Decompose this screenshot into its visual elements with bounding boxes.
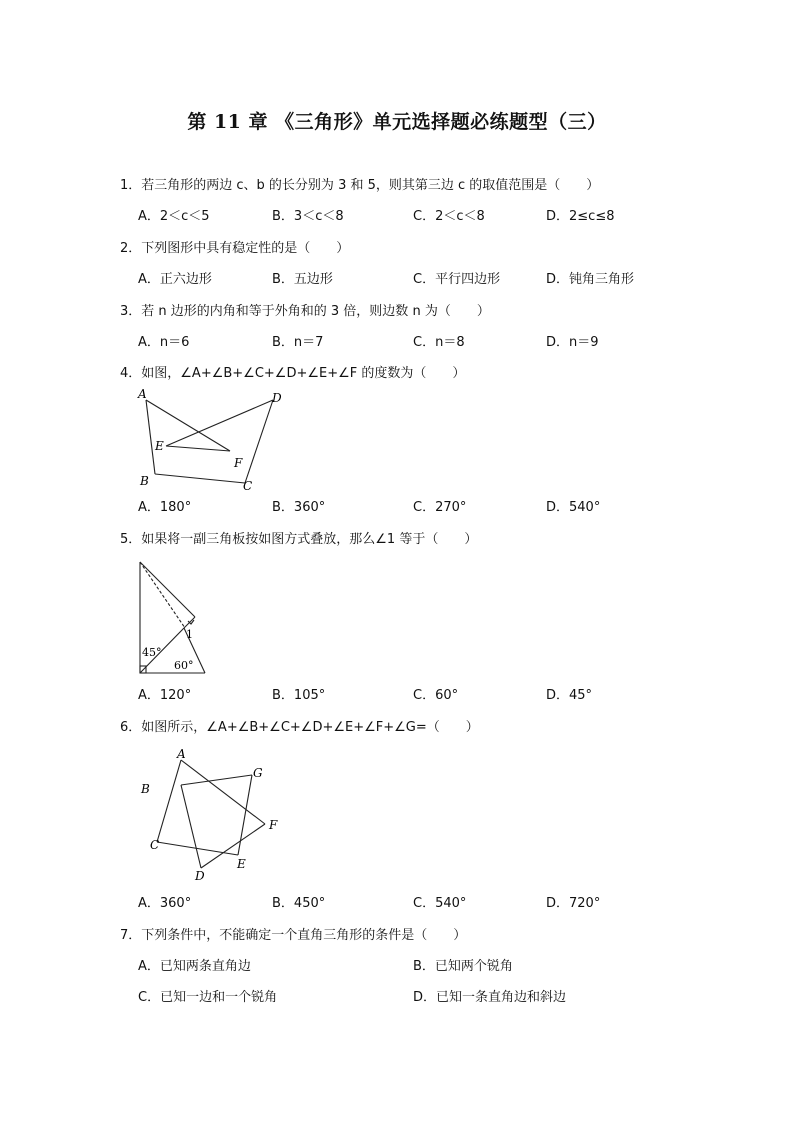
q2-option-b[interactable]: B．五边形 (272, 272, 333, 287)
q3-option-b[interactable]: B．n＝7 (272, 335, 324, 350)
q4-option-d[interactable]: D．540° (546, 500, 601, 515)
question-5-figure (130, 558, 215, 678)
question-1-text: 1．若三角形的两边 c、b 的长分别为 3 和 5，则其第三边 c 的取值范围是（ ） (120, 178, 600, 193)
q5-option-b[interactable]: B．105° (272, 688, 326, 703)
q6-option-c[interactable]: C．540° (413, 896, 467, 911)
q2-option-c[interactable]: C．平行四边形 (413, 272, 501, 287)
q3-option-a[interactable]: A．n＝6 (138, 335, 190, 350)
q4-label-b: B (140, 474, 149, 488)
question-2-text: 2．下列图形中具有稳定性的是（ ） (120, 241, 350, 256)
q3-option-d[interactable]: D．n＝9 (546, 335, 599, 350)
q7-option-a[interactable]: A．已知两条直角边 (138, 959, 251, 974)
question-5-text: 5．如果将一副三角板按如图方式叠放，那么∠1 等于（ ） (120, 532, 478, 547)
q6-option-b[interactable]: B．450° (272, 896, 326, 911)
q6-label-g: G (253, 766, 263, 780)
question-6-figure (135, 745, 285, 885)
q4-label-c: C (243, 479, 253, 493)
q6-label-c: C (150, 838, 160, 852)
q4-option-a[interactable]: A．180° (138, 500, 192, 515)
q1-option-d[interactable]: D．2≤c≤8 (546, 209, 615, 224)
q4-label-e: E (155, 439, 164, 453)
q1-option-c[interactable]: C．2＜c＜8 (413, 209, 485, 224)
q7-option-b[interactable]: B．已知两个锐角 (413, 959, 513, 974)
q7-option-c[interactable]: C．已知一边和一个锐角 (138, 990, 278, 1005)
q1-option-b[interactable]: B．3＜c＜8 (272, 209, 344, 224)
q6-option-d[interactable]: D．720° (546, 896, 601, 911)
q7-option-d[interactable]: D．已知一条直角边和斜边 (413, 990, 567, 1005)
q6-label-f: F (269, 818, 278, 832)
q5-label-45: 45° (142, 646, 162, 659)
question-4-figure (130, 386, 300, 494)
q5-option-a[interactable]: A．120° (138, 688, 192, 703)
q2-option-a[interactable]: A．正六边形 (138, 272, 212, 287)
question-7-text: 7．下列条件中，不能确定一个直角三角形的条件是（ ） (120, 928, 467, 943)
q1-option-a[interactable]: A．2＜c＜5 (138, 209, 210, 224)
q6-label-b: B (141, 782, 150, 796)
q4-label-f: F (234, 456, 243, 470)
q6-label-d: D (195, 869, 205, 883)
question-4-text: 4．如图，∠A+∠B+∠C+∠D+∠E+∠F 的度数为（ ） (120, 366, 466, 381)
q4-label-d: D (272, 391, 282, 405)
q5-label-angle-1: 1 (186, 628, 193, 641)
q4-option-b[interactable]: B．360° (272, 500, 326, 515)
q2-option-d[interactable]: D．钝角三角形 (546, 272, 635, 287)
question-3-text: 3．若 n 边形的内角和等于外角和的 3 倍，则边数 n 为（ ） (120, 304, 490, 319)
q4-option-c[interactable]: C．270° (413, 500, 467, 515)
q6-option-a[interactable]: A．360° (138, 896, 192, 911)
q5-label-60: 60° (174, 659, 194, 672)
q6-label-e: E (237, 857, 246, 871)
q5-option-c[interactable]: C．60° (413, 688, 459, 703)
page-title: 第 11 章 《三角形》单元选择题必练题型（三） (187, 111, 607, 133)
question-6-text: 6．如图所示，∠A+∠B+∠C+∠D+∠E+∠F+∠G=（ ） (120, 720, 479, 735)
q3-option-c[interactable]: C．n＝8 (413, 335, 465, 350)
q4-label-a: A (138, 387, 147, 401)
q6-label-a: A (177, 747, 186, 761)
q5-option-d[interactable]: D．45° (546, 688, 593, 703)
